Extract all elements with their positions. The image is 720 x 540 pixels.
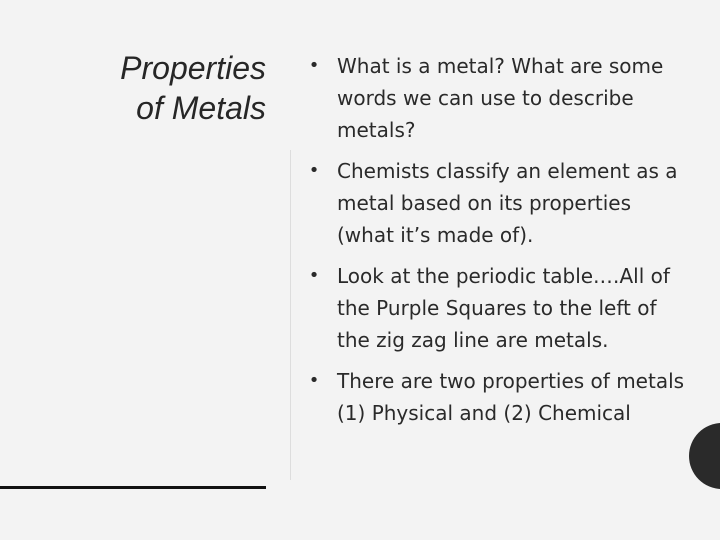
bullet-icon: • (308, 55, 320, 76)
bullet-item (306, 50, 686, 146)
corner-circle-decoration (689, 423, 720, 489)
bullet-text: There are two properties of metals (1) Physical and (2) Chemical (337, 369, 685, 425)
bullet-item (306, 155, 686, 251)
title-line-1: Properties (120, 50, 266, 86)
divider (290, 150, 291, 480)
bullet-item (306, 260, 686, 356)
bullet-icon: • (308, 370, 320, 391)
bullet-text: Chemists classify an element as a metal based on its properties (what it’s made of). (337, 159, 678, 247)
bullet-icon: • (308, 160, 320, 181)
bullet-text: Look at the periodic table.…All of the Purple Squares to the left of the zig zag line are metals. (337, 264, 670, 352)
bullet-text: What is a metal? What are some words we can use to describe metals? (337, 54, 664, 142)
bullet-item (306, 365, 686, 429)
bullet-icon: • (308, 265, 320, 286)
bottom-rule (0, 486, 266, 489)
title-line-2: of Metals (136, 90, 266, 126)
bullet-list (306, 50, 686, 429)
slide-title (60, 48, 266, 128)
